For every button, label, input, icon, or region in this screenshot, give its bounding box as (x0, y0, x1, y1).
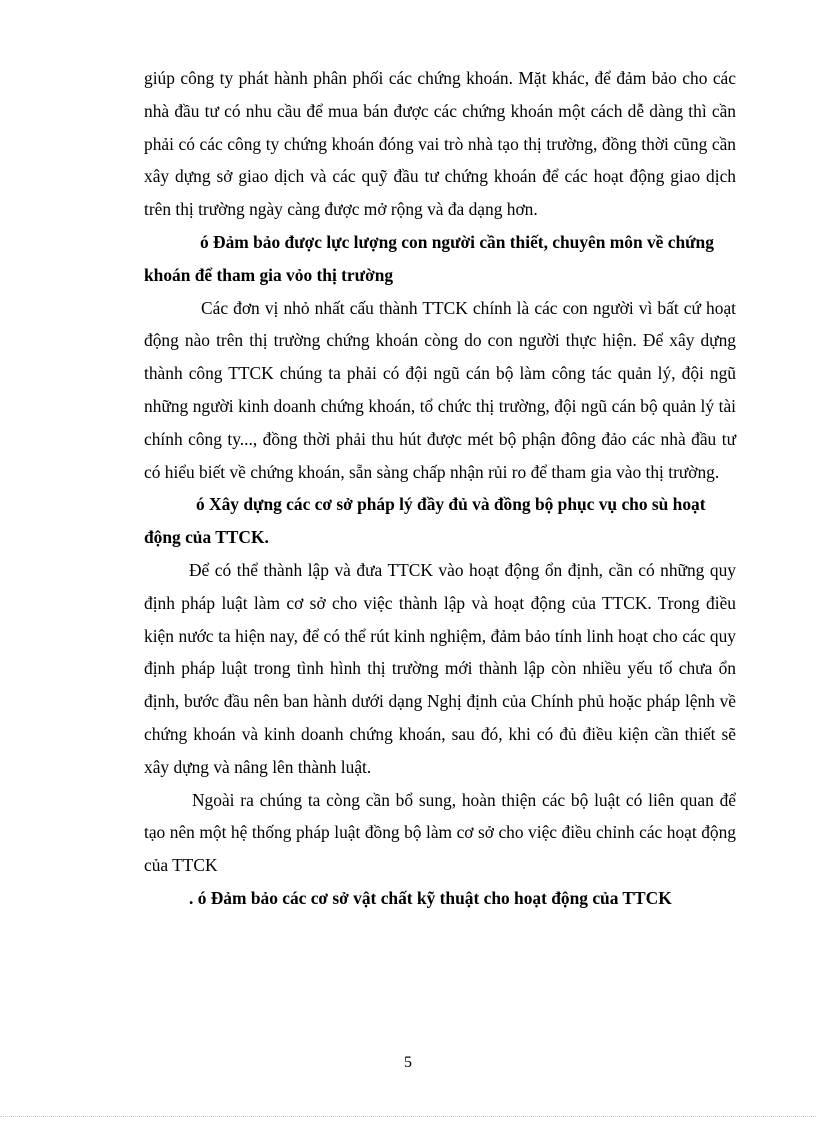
page-number: 5 (404, 1054, 412, 1071)
body-paragraph: Để có thể thành lập và đưa TTCK vào hoạt động ổn định, cần có những quy định pháp luật làm cơ sở cho việc thành lập và hoạt động của TTCK. Trong điều kiện nước ta hiện nay, để có thể rút kinh nghiệm, đảm bảo tính linh hoạt cho các quy định pháp luật trong tình hình thị trường mới thành lập còn nhiều yếu tố chưa ổn định, bước đầu nên ban hành dưới dạng Nghị định của Chính phủ hoặc pháp lệnh về chứng khoán và kinh doanh chứng khoán, sau đó, khi có đủ điều kiện cần thiết sẽ xây dựng và nâng lên thành luật. (144, 559, 736, 777)
body-paragraph: giúp công ty phát hành phân phối các chứng khoán. Mặt khác, để đảm bảo cho các nhà đầu tư có nhu cầu để mua bán được các chứng khoán một cách dễ dàng thì cần phải có các công ty chứng khoán đóng vai trò nhà tạo thị trường, đồng thời cũng cần xây dựng sở giao dịch và các quỹ đầu tư chứng khoán để các hoạt động giao dịch trên thị trường ngày càng được mở rộng và đa dạng hơn. (144, 68, 736, 220)
section-heading: . ó Đảm bảo các cơ sở vật chất kỹ thuật cho hoạt động của TTCK (189, 887, 672, 908)
document-body (144, 62, 736, 915)
page-bottom-divider (0, 1116, 816, 1117)
body-paragraph: Các đơn vị nhỏ nhất cấu thành TTCK chính là các con người vì bất cứ hoạt động nào trên thị trường chứng khoán còng do con người thực hiện. Để xây dựng thành công TTCK chúng ta phải có đội ngũ cán bộ làm công tác quản lý, đội ngũ những người kinh doanh chứng khoán, tổ chức thị trường, đội ngũ cán bộ quản lý tài chính công ty..., đồng thời phải thu hút được mét bộ phận đông đảo các nhà đầu tư có hiểu biết về chứng khoán, sẵn sàng chấp nhận rủi ro để tham gia vào thị trường. (144, 297, 736, 482)
section-heading: ó Xây dựng các cơ sở pháp lý đầy đủ và đồng bộ phục vụ cho sù hoạt động của TTCK. (144, 494, 706, 548)
body-paragraph: Ngoài ra chúng ta còng cần bổ sung, hoàn thiện các bộ luật có liên quan để tạo nên một hệ thống pháp luật đồng bộ làm cơ sở cho việc điều chỉnh các hoạt động của TTCK (144, 789, 736, 876)
section-heading: ó Đảm bảo được lực lượng con người cần thiết, chuyên môn về chứng khoán để tham gia vỏo thị trường (144, 231, 714, 285)
